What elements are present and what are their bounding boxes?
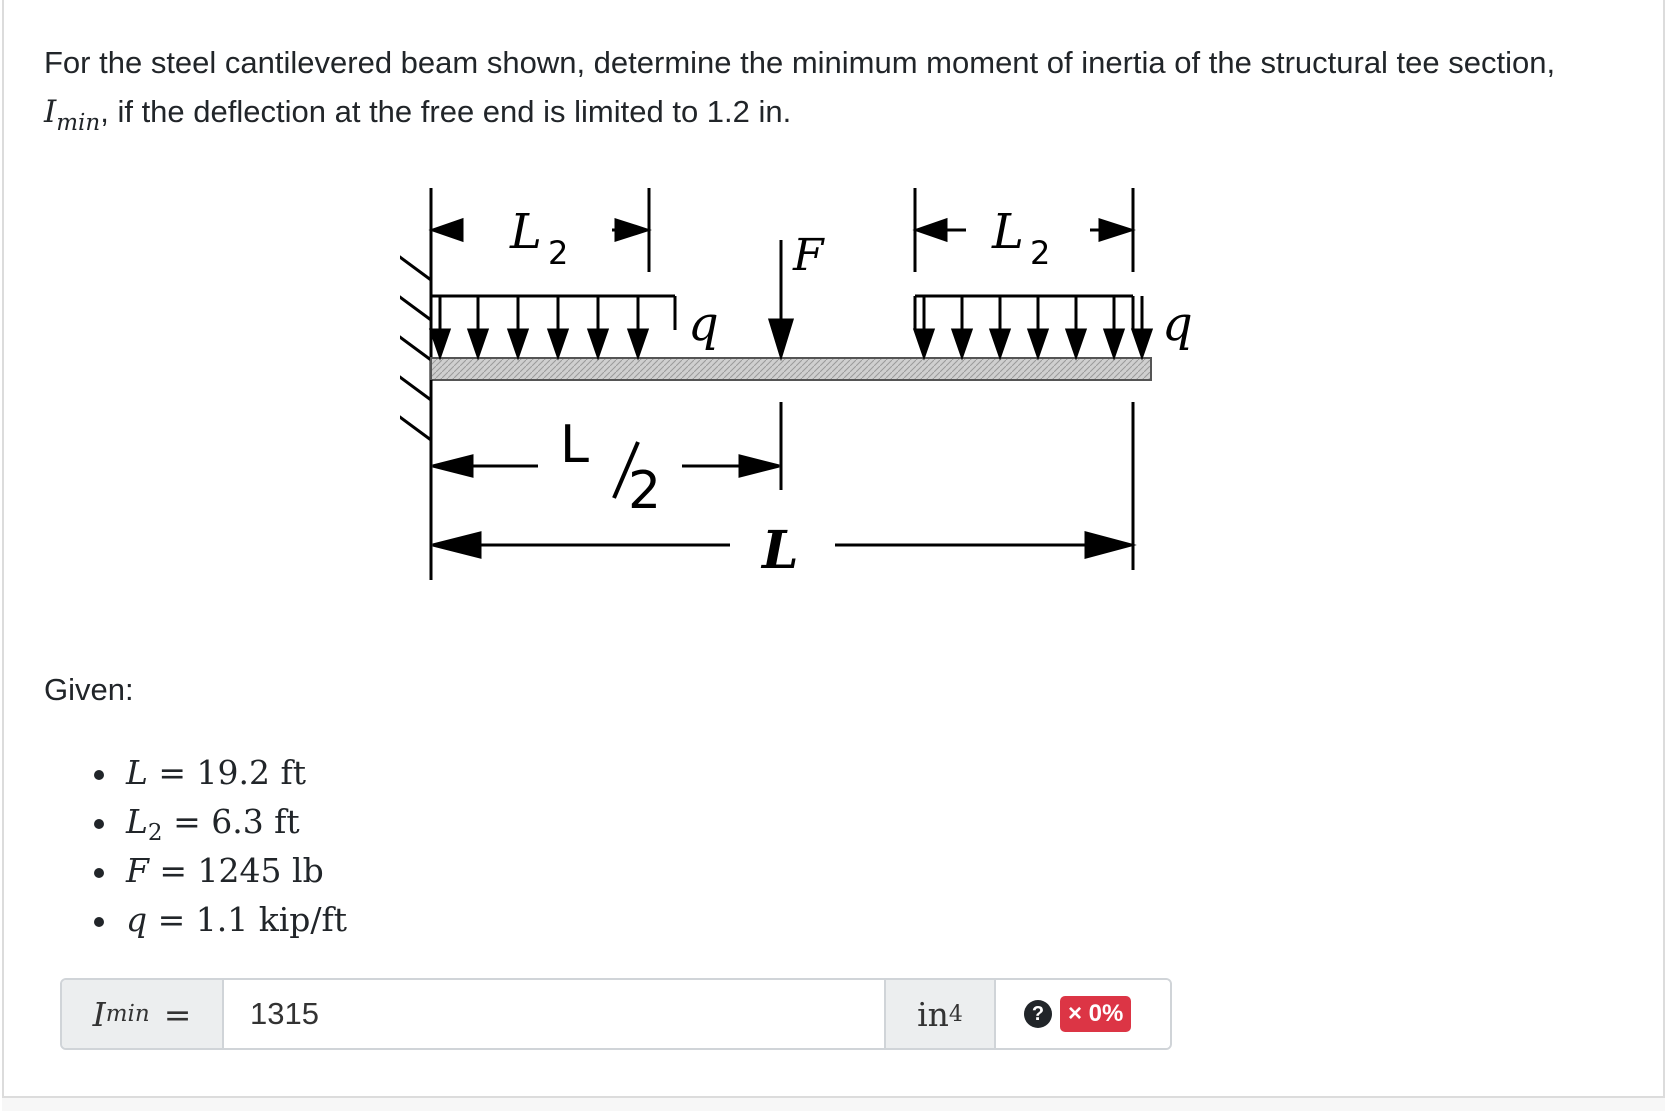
question-text [44, 38, 1604, 148]
given-item-L2 [88, 797, 347, 846]
answer-label [62, 980, 224, 1048]
answer-symbol: I [92, 994, 106, 1034]
dim-half-L [431, 380, 781, 580]
answer-equals: = [163, 994, 192, 1034]
help-icon[interactable]: ? [1024, 1000, 1052, 1028]
given-sym: L [126, 802, 148, 841]
distributed-load-left [431, 296, 675, 356]
given-label: Given: [44, 672, 134, 707]
question-symbol-sub: min [56, 110, 101, 136]
answer-input-group [60, 978, 1172, 1050]
given-list [88, 748, 347, 944]
answer-input[interactable] [224, 980, 884, 1048]
given-item-q [88, 895, 347, 944]
q-right-label: q [1162, 296, 1193, 352]
question-text-after: , if the deflection at the free end is limited to 1.2 in. [100, 94, 792, 129]
given-sym: q [126, 900, 148, 939]
card-footer [2, 1096, 1665, 1111]
L2-right-sub: 2 [1030, 234, 1051, 272]
dim-L2-right [915, 188, 1133, 272]
given-item-L [88, 748, 347, 797]
given-sym: L [126, 753, 148, 792]
question-text-before: For the steel cantilevered beam shown, determine the minimum moment of inertia of the structural tee section, [44, 45, 1556, 80]
given-item-F [88, 846, 347, 895]
given-value: = 6.3 ft [173, 802, 300, 841]
score-badge: × 0% [1060, 996, 1131, 1032]
given-value: = 19.2 ft [158, 753, 307, 792]
given-value: = 1.1 kip/ft [157, 900, 348, 939]
q-left-label: q [688, 296, 719, 352]
given-sym: F [126, 851, 149, 890]
half-L-den: 2 [628, 461, 662, 521]
point-load-F [770, 240, 792, 356]
L2-left-label: L [510, 204, 542, 260]
L2-right-label: L [992, 204, 1024, 260]
given-value: = 1245 lb [159, 851, 324, 890]
L-label: L [762, 520, 799, 581]
answer-unit-exp: 4 [948, 1001, 963, 1027]
beam-diagram [400, 180, 1280, 630]
L2-left-sub: 2 [548, 234, 569, 272]
beam [431, 358, 1151, 380]
F-label: F [793, 230, 824, 281]
answer-unit-base: in [917, 994, 949, 1034]
fixed-support [400, 246, 431, 470]
given-sub: 2 [147, 820, 163, 846]
question-symbol: I [44, 94, 57, 130]
answer-status [994, 980, 1170, 1048]
answer-symbol-sub: min [105, 1001, 150, 1027]
distributed-load-right [915, 296, 1151, 356]
answer-unit [884, 980, 994, 1048]
half-L-num: L [560, 415, 589, 475]
